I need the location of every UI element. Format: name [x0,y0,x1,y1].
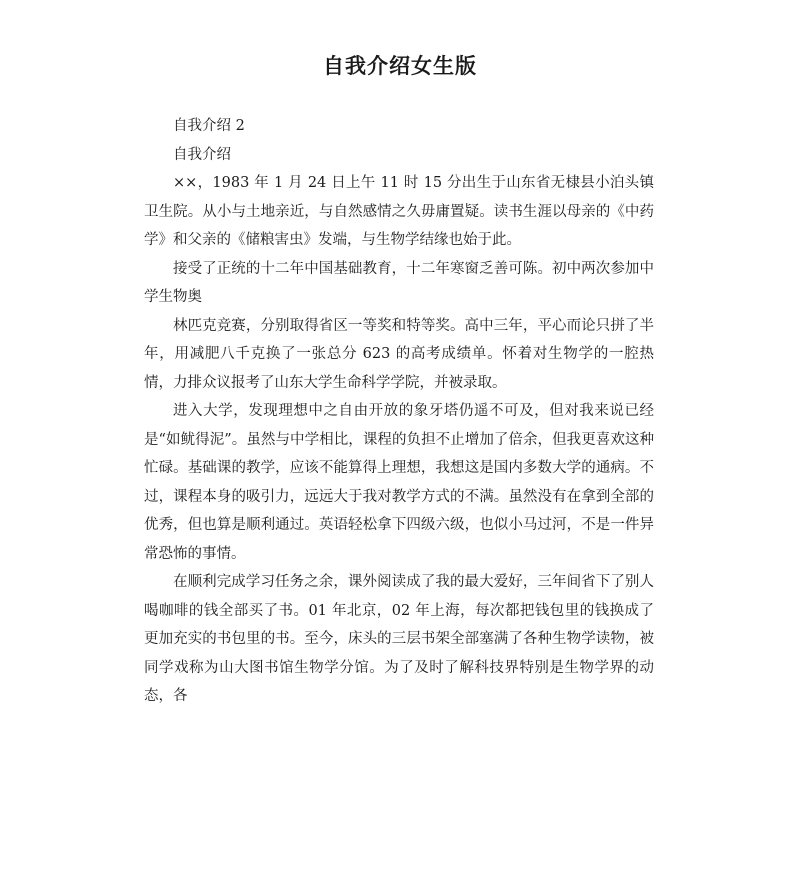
paragraph: 林匹克竞赛，分别取得省区一等奖和特等奖。高中三年，平心而论只拼了半年，用减肥八千克换了一张总分 623 的高考成绩单。怀着对生物学的一腔热情，力排众议报考了山东大学生命科学学院，并被录取。 [144,317,654,391]
paragraph: 在顺利完成学习任务之余，课外阅读成了我的最大爱好，三年间省下了别人喝咖啡的钱全部买了书。01 年北京，02 年上海，每次都把钱包里的钱换成了更加充实的书包里的书。至今，床头的三层书架全部塞满了各种生物学读物，被同学戏称为山大图书馆生物学分馆。为了及时了解科技界特别是生物学界的动态，各 [144,574,654,704]
paragraph: 接受了正统的十二年中国基础教育，十二年寒窗乏善可陈。初中两次参加中学生物奥 [144,260,654,305]
paragraph: 进入大学，发现理想中之自由开放的象牙塔仍遥不可及，但对我来说已经是“如鱿得泥”。虽然与中学相比，课程的负担不止增加了倍余，但我更喜欢这种忙碌。基础课的教学，应该不能算得上理想，我想这是国内多数大学的通病。不过，课程本身的吸引力，远远大于我对教学方式的不满。虽然没有在拿到全部的优秀，但也算是顺利通过。英语轻松拿下四级六级，也似小马过河，不是一件异常恐怖的事情。 [144,403,654,562]
paragraph: ××，1983 年 1 月 24 日上午 11 时 15 分出生于山东省无棣县小泊头镇卫生院。从小与土地亲近，与自然感情之久毋庸置疑。读书生涯以母亲的《中药学》和父亲的《储粮害虫》发端，与生物学结缘也始于此。 [144,175,654,248]
paragraph: 自我介绍 [173,146,231,163]
document-body [144,112,654,711]
document-title: 自我介绍女生版 [323,53,477,78]
paragraph: 自我介绍 2 [173,118,245,134]
